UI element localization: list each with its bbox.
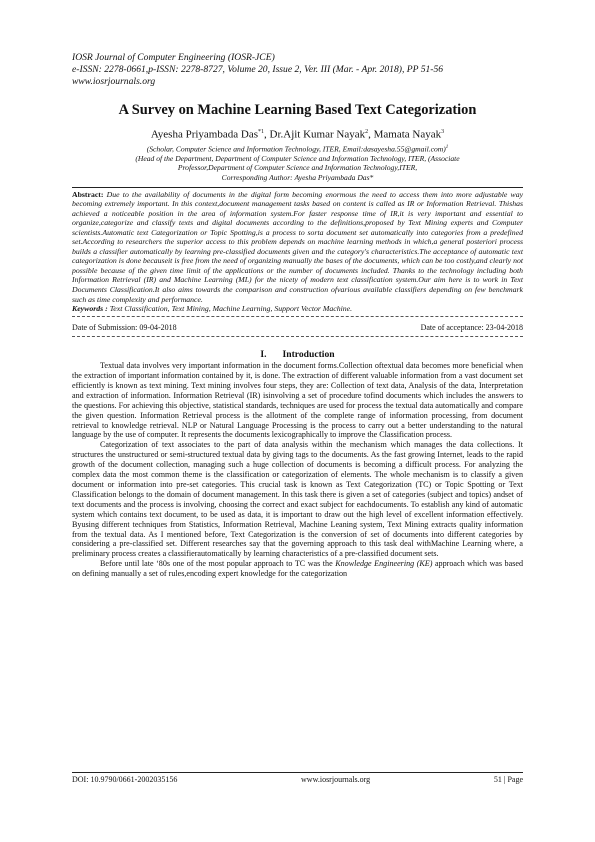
affiliation-2: (Head of the Department, Department of Computer Science and Information Technology, ITER, (Associate xyxy=(135,153,460,163)
dates-top-rule xyxy=(72,316,523,317)
section-heading xyxy=(72,349,523,360)
section-title: Introduction xyxy=(282,349,335,361)
body-text xyxy=(72,361,523,579)
affiliation-3: Professor,Department of Computer Science and Information Technology,ITER, xyxy=(177,163,418,173)
keywords-text: Text Classification, Text Mining, Machine Learning, Support Vector Machine. xyxy=(109,304,353,314)
paragraph-3-start: Before until late ‘80s one of the most popular approach to TC was the xyxy=(100,559,336,569)
corresponding-author: Corresponding Author: Ayesha Priyambada Das* xyxy=(221,172,374,182)
journal-header xyxy=(72,52,523,88)
footer-page-number: 51 | Page xyxy=(493,775,523,784)
dates-row xyxy=(72,323,523,333)
author-1-mark: *1 xyxy=(258,129,264,135)
footer-site: www.iosrjournals.org xyxy=(301,775,371,784)
affiliations xyxy=(72,143,523,183)
journal-url: www.iosrjournals.org xyxy=(72,76,156,87)
affiliation-1-text: (Scholar, Computer Science and Information Technology, ITER, Email:dasayesha.55@gmail.com) xyxy=(146,144,446,154)
submission-date: Date of Submission: 09-04-2018 xyxy=(72,323,177,333)
author-1: Ayesha Priyambada Das xyxy=(150,128,258,141)
footer-row xyxy=(72,775,523,785)
author-2: , Dr.Ajit Kumar Nayak xyxy=(264,128,366,141)
acceptance-date: Date of acceptance: 23-04-2018 xyxy=(420,323,523,333)
abstract xyxy=(72,190,523,305)
paragraph-2: Categorization of text associates to the part of data analysis within the mechanism which manages the data collections. It structures the unstructured or semi-structured textual data by giving tags to the documents. As the fast growing Internet, leads to the rapid growth of the document collection, managing such a huge collection of documents is becoming a difficult process. For analyzing the complex data the most common theme is the classification or categorization of elements. The whole mechanism is to classify a given document or information into pre-set categories. This crucial task is known as Text Categorization (TC) or Topic Spotting or Text Classification belongs to the domain of document management. In this task there is given a set of categories (subject and topics) andset of text documents and the process is involving, choosing the correct and exact subject for eachdocuments. To establish any kind of automatic system which contains text document, to be used as data, it is important to draw out the high level of excellent information effectively. Byusing different techniques from Statistics, Information Retrieval, Machine Leaning system, Text Mining extracts quality information from the textual data. As I mentioned before, Text Categorization is the conversion of set of documents into different categories by considering a pre-classified set. Different researches say that the governing approach to this task deal withMachine Learning where, a preliminary process creates a classifierautomatically by learning characteristics of a pre-classified document sets. xyxy=(72,440,523,559)
paper-page xyxy=(72,52,523,579)
keywords-label: Keywords : xyxy=(72,304,108,314)
abstract-text: Due to the availability of documents in the digital form becoming enormous the need to access them into more adjustable way becoming extremely important. In this context,document management tasks based on content is called as IR or Information Retrieval. Thishas achieved a noticeable position in the area of information system.For faster response time of IR,it is very important and essential to organize,categorize and classify texts and digital documents according to the definitions,proposed by Text Mining experts and Computer scientists.Automatic text Categorization or Topic Spotting,is a process to sorta document set automatically into categories from a predefined set.According to researchers the superior access to this problem depends on machine learning methods in which,a general posteriori process builds a classifier automatically by learning pre-classified documents given and the category's characteristics.The acceptance of automatic text categorization is done becauseit is free from the need of organizing manually the bases of the documents, which can be too costly,and clearly not possible because of the given time limit of the applications or the number of documents included. Thanks to the technology including both Information Retrieval (IR) and Machine Learning (ML) for the nicety of modern text classification system.Our aim here is to work in Text Documents Classification.It also aims towards the comparison and construction ofvarious available classifiers depending on few benchmark such as time complexity and performance. xyxy=(72,189,524,304)
author-2-mark: 2 xyxy=(365,129,369,135)
paragraph-1: Textual data involves very important information in the document forms.Collection oftextual data becomes more beneficial when the extraction of important information contained by it, is done. The extraction of different valuable information from a vast document set efficiently is known as text mining. Text mining involves four steps, they are: Collection of text data, Analysis of the data, Interpretation and extraction of information. Information Retrieval (IR) isinvolving a set of procedure tofind documents which includes the answers to the questions. For achieving this objective, statistical standards, techniques are used for process the textual data automatically and compare the given question. Information Retrieval process is the allotment of the complete range of information processing, from document retrieval to knowledge retrieval. NLP or Natural Language Processing is the process to carry out a better understanding to the natural language by the use of computer. It represents the documents lexicographically to improve the Classification process. xyxy=(72,361,523,440)
abstract-top-rule xyxy=(72,187,523,188)
author-list xyxy=(72,126,523,142)
paragraph-3-end: approach which was based on defining manually a set of rules,encoding expert knowledge for the categorization xyxy=(72,559,523,579)
keywords xyxy=(72,304,523,314)
paper-title: A Survey on Machine Learning Based Text Categorization xyxy=(118,102,477,118)
affiliation-1-mark: 1 xyxy=(445,144,449,150)
section-number: I. xyxy=(260,349,267,361)
paragraph-3-term: Knowledge Engineering (KE) xyxy=(335,559,433,569)
footer-doi: DOI: 10.9790/0661-2002035156 xyxy=(72,775,178,784)
journal-issn: e-ISSN: 2278-0661,p-ISSN: 2278-8727, Volume 20, Issue 2, Ver. III (Mar. - Apr. 2018), PP 51-56 xyxy=(72,64,444,75)
dates-bottom-rule xyxy=(72,336,523,337)
footer-rule xyxy=(72,772,523,773)
journal-name: IOSR Journal of Computer Engineering (IOSR-JCE) xyxy=(72,52,275,63)
affiliation-1 xyxy=(72,143,523,154)
author-3: , Mamata Nayak xyxy=(368,128,442,141)
author-3-mark: 3 xyxy=(441,129,445,135)
page-footer xyxy=(72,772,523,785)
abstract-label: Abstract: xyxy=(72,189,104,199)
paragraph-3 xyxy=(72,559,523,579)
